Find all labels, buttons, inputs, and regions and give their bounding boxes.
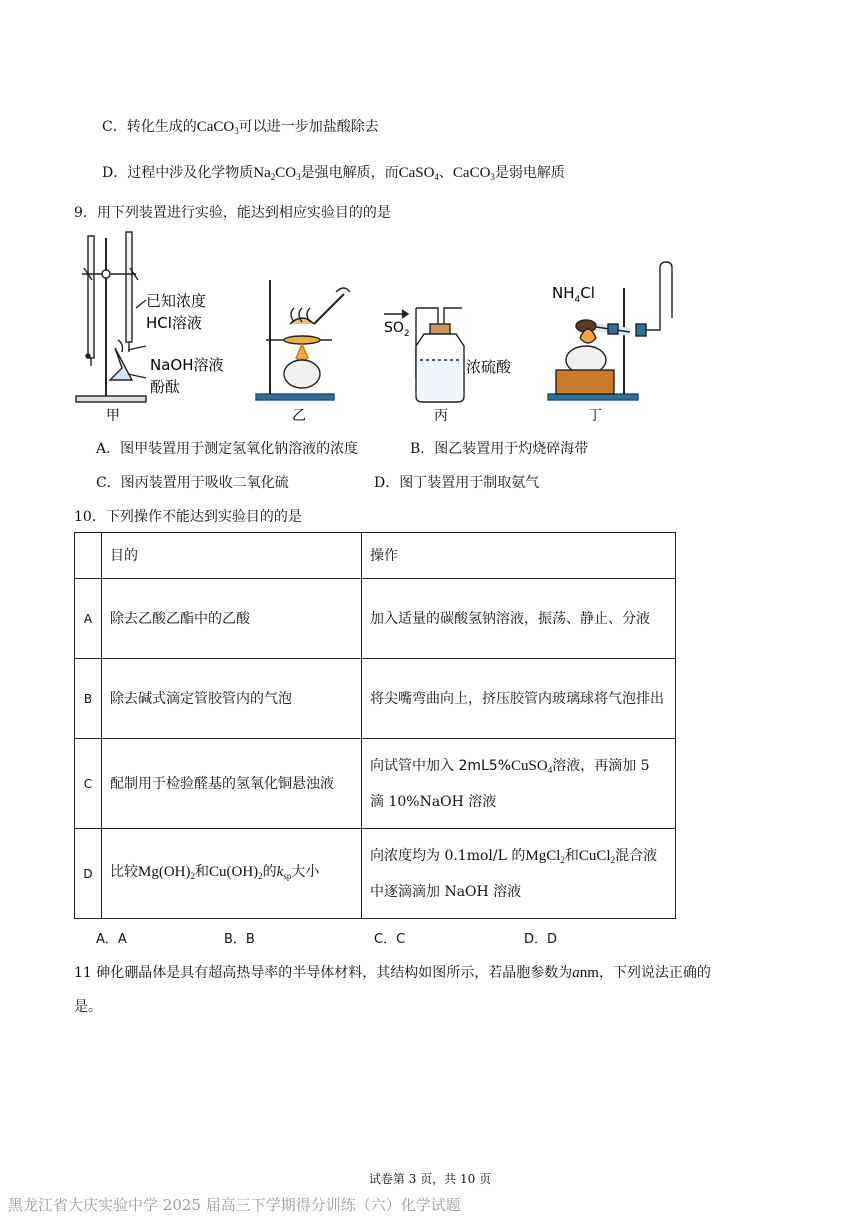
header-purpose: 目的 (102, 533, 362, 579)
row-purpose: 除去碱式滴定管胶管内的气泡 (102, 659, 362, 739)
table-row (75, 659, 676, 739)
titration-apparatus (76, 232, 146, 402)
table-header-row (75, 533, 676, 579)
table-row (75, 579, 676, 659)
q8-c-suffix: 可以进一步加盐酸除去 (238, 119, 379, 135)
yi-caption: 乙 (292, 408, 306, 424)
jia-label-concentration: 已知浓度 (146, 292, 207, 310)
q11-stem-line2: 是。 (74, 999, 102, 1015)
q9-option-a: A．图甲装置用于测定氢氧化钠溶液的浓度 (96, 441, 359, 457)
row-purpose: 配制用于检验醛基的氢氧化铜悬浊液 (102, 739, 362, 829)
chem-caso4: CaSO$_4$ (398, 165, 439, 182)
ammonia-apparatus (548, 262, 672, 400)
ding-caption: 丁 (588, 408, 602, 424)
bing-gas-label: $SO_2$ (384, 320, 410, 339)
chem-na2co3: $Na_2CO_3$ (253, 165, 301, 182)
chem-cuso4: CuSO$_4$ (511, 757, 553, 775)
q10-stem: 10．下列操作不能达到实验目的的是 (74, 509, 302, 525)
q8-d-sep: 、 (438, 165, 453, 181)
jia-label-phenolphthalein: 酚酞 (150, 378, 181, 396)
jia-label-hcl: HCl溶液 (146, 314, 202, 332)
q8-d-suffix: 是弱电解质 (494, 165, 565, 181)
chem-mgcl2: MgCl$_2$ (525, 847, 565, 865)
q9-option-c: C．图丙装置用于吸收二氧化硫 (96, 475, 289, 491)
bing-caption: 丙 (434, 408, 448, 424)
row-key: C (75, 739, 102, 829)
q10-option-c: C．C (374, 932, 406, 947)
header-operation: 操作 (362, 533, 676, 579)
q8-c-text: C．转化生成的 (102, 119, 197, 135)
q8-option-c (102, 116, 379, 136)
row-purpose: 比较$Mg(OH)_2$和$Cu(OH)_2$的$k_{sp}$大小 (102, 829, 362, 919)
chem-cucl2: CuCl$_2$ (578, 847, 616, 865)
q8-d-text: D．过程中涉及化学物质 (102, 165, 254, 181)
q9-apparatus-figure (70, 228, 710, 424)
row-operation: 将尖嘴弯曲向上，挤压胶管内玻璃球将气泡排出 (362, 659, 676, 739)
q9-option-d: D．图丁装置用于制取氨气 (374, 475, 540, 491)
q8-d-mid: 是强电解质，而 (300, 165, 399, 181)
q8-option-d (102, 162, 565, 182)
q11-var-a: a (572, 965, 580, 981)
row-operation: 加入适量的碳酸氢钠溶液，振荡、静止、分液 (362, 579, 676, 659)
watermark: 黑龙江省大庆实验中学 2025 届高三下学期得分训练（六）化学试题 (8, 1196, 461, 1214)
jia-label-naoh: NaOH溶液 (150, 356, 224, 374)
q10-table (74, 532, 676, 919)
ding-nh4cl-label: $NH_4Cl$ (552, 284, 595, 305)
q10-option-d: D．D (524, 932, 558, 947)
q11-stem: 11 砷化硼晶体是具有超高热导率的半导体材料，其结构如图所示，若晶胞参数为anm，下列说法正确的 (74, 965, 711, 981)
row-key: B (75, 659, 102, 739)
jia-caption: 甲 (106, 408, 120, 424)
q9-stem: 9．用下列装置进行实验，能达到相应实验目的的是 (74, 205, 391, 221)
row-key: A (75, 579, 102, 659)
row-operation: 向试管中加入 2mL5%CuSO$_4$溶液，再滴加 5 滴 10%NaOH 溶液 (362, 739, 676, 829)
chem-cuoh2: $Cu(OH)_2$ (209, 863, 263, 881)
chem-ksp: $k_{sp}$ (276, 863, 292, 881)
q11-unit: nm (579, 965, 599, 981)
table-row (75, 829, 676, 919)
chem-caco3: CaCO$_3$ (196, 119, 239, 136)
page-footer: 试卷第 3 页，共 10 页 (368, 1172, 492, 1186)
q10-option-a: A．A (96, 932, 127, 947)
chem-mgoh2: $Mg(OH)_2$ (138, 863, 195, 881)
crucible-apparatus (256, 280, 350, 400)
table-row (75, 739, 676, 829)
bing-sulfuric-acid-label: 浓硫酸 (466, 358, 512, 376)
header-key-cell (75, 533, 102, 579)
row-operation: 向浓度均为 0.1mol/L 的MgCl$_2$和CuCl$_2$混合液中逐滴滴加 NaOH 溶液 (362, 829, 676, 919)
row-purpose: 除去乙酸乙酯中的乙酸 (102, 579, 362, 659)
q9-option-b: B．图乙装置用于灼烧碎海带 (410, 441, 589, 457)
chem-caco3-2: CaCO$_3$ (452, 165, 495, 182)
q10-option-b: B．B (224, 932, 255, 947)
row-key: D (75, 829, 102, 919)
